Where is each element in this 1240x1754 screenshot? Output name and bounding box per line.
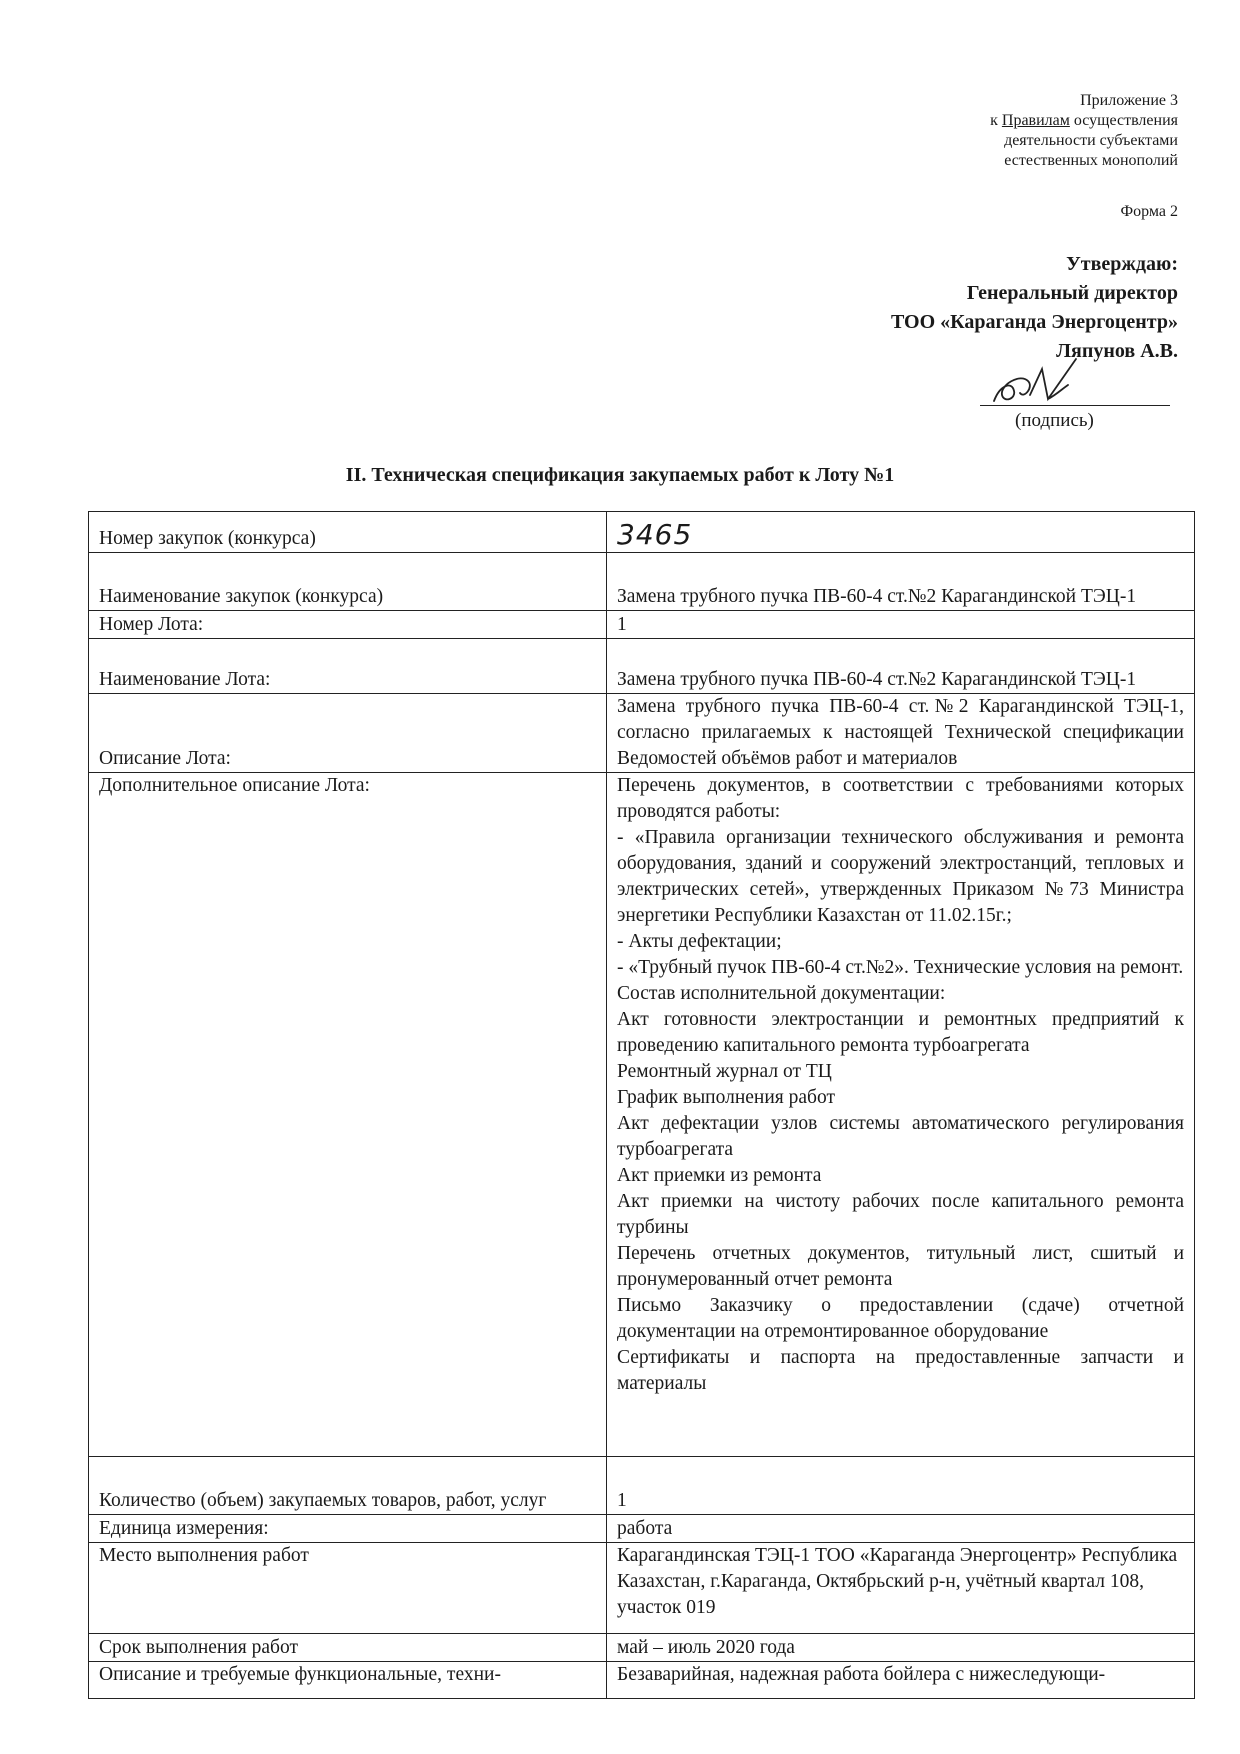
specification-table	[88, 511, 1195, 1699]
table-row	[89, 694, 1195, 773]
approval-line-3: ТОО «Караганда Энергоцентр»	[890, 311, 1178, 333]
procurement-number-handwritten: 3465	[607, 512, 1195, 553]
signature-line	[980, 405, 1170, 406]
row-key: Номер закупок (конкурса)	[89, 512, 607, 553]
row-value: Карагандинская ТЭЦ-1 ТОО «Караганда Энергоцентр» Республика Казахстан, г.Караганда, Октябрьский р-н, учётный квартал 108, участок 019	[607, 1543, 1195, 1634]
appendix-prefix: к	[990, 112, 1002, 129]
list-item: Акт приемки из ремонта	[617, 1165, 822, 1186]
row-value: Безаварийная, надежная работа бойлера с нижеследующи-	[607, 1662, 1195, 1699]
row-key: Описание Лота:	[89, 694, 607, 773]
table-row	[89, 1634, 1195, 1662]
approval-line-1: Утверждаю:	[1066, 253, 1178, 275]
list-item: - «Правила организации технического обслуживания и ремонта оборудования, зданий и сооружений электростанций, тепловых и электрических сетей», утвержденных Приказом №73 Министра энергетики Республики Казахстан от 11.02.15г.;	[617, 827, 1184, 926]
row-key: Дополнительное описание Лота:	[89, 773, 607, 1457]
appendix-suffix: осуществления	[1069, 112, 1178, 129]
row-value: май – июль 2020 года	[607, 1634, 1195, 1662]
row-key: Место выполнения работ	[89, 1543, 607, 1634]
table-row	[89, 773, 1195, 1457]
table-row	[89, 512, 1195, 553]
list-item: Перечень отчетных документов, титульный лист, сшитый и пронумерованный отчет ремонта	[617, 1243, 1184, 1290]
handwritten-signature	[990, 355, 1090, 411]
approval-line-2: Генеральный директор	[966, 282, 1178, 304]
row-value: Замена трубного пучка ПВ-60-4 ст.№2 Карагандинской ТЭЦ-1	[607, 553, 1195, 611]
list-item: Письмо Заказчику о предоставлении (сдаче) отчетной документации на отремонтированное оборудование	[617, 1295, 1184, 1342]
list-item: Акт готовности электростанции и ремонтных предприятий к проведению капитального ремонта турбоагрегата	[617, 1009, 1184, 1056]
table-row	[89, 1515, 1195, 1543]
signature-block	[980, 355, 1170, 435]
list-item: - Акты дефектации;	[617, 931, 782, 952]
appendix-line-2	[758, 111, 1178, 131]
row-value: Замена трубного пучка ПВ-60-4 ст.№2 Карагандинской ТЭЦ-1	[607, 639, 1195, 694]
row-key: Количество (объем) закупаемых товаров, работ, услуг	[89, 1457, 607, 1515]
row-value: 1	[607, 611, 1195, 639]
row-key: Наименование Лота:	[89, 639, 607, 694]
table-row	[89, 1662, 1195, 1699]
row-key: Номер Лота:	[89, 611, 607, 639]
row-key: Описание и требуемые функциональные, техни-	[89, 1662, 607, 1699]
appendix-line-4: естественных монополий	[1004, 152, 1178, 169]
list-item: Ремонтный журнал от ТЦ	[617, 1061, 832, 1082]
row-value: работа	[607, 1515, 1195, 1543]
appendix-reference	[758, 91, 1178, 171]
appendix-line-1: Приложение 3	[1080, 92, 1178, 109]
list-item: Акт дефектации узлов системы автоматического регулирования турбоагрегата	[617, 1113, 1184, 1160]
additional-description	[607, 773, 1195, 1457]
table-row	[89, 1457, 1195, 1515]
table-row	[89, 1543, 1195, 1634]
row-value: Замена трубного пучка ПВ-60-4 ст.№2 Карагандинской ТЭЦ-1, согласно прилагаемых к настоящей Технической спецификации Ведомостей объёмов работ и материалов	[607, 694, 1195, 773]
list-item: - «Трубный пучок ПВ-60-4 ст.№2». Технические условия на ремонт.	[617, 957, 1184, 978]
row-value: 1	[607, 1457, 1195, 1515]
list-item: Перечень документов, в соответствии с требованиями которых проводятся работы:	[617, 775, 1184, 822]
table-row	[89, 553, 1195, 611]
appendix-line-3: деятельности субъектами	[1004, 132, 1178, 149]
row-key: Срок выполнения работ	[89, 1634, 607, 1662]
table-row	[89, 639, 1195, 694]
list-item: Акт приемки на чистоту рабочих после капитального ремонта турбины	[617, 1191, 1184, 1238]
rules-link-text: Правилам	[1001, 112, 1070, 129]
list-item: Сертификаты и паспорта на предоставленные запчасти и материалы	[617, 1347, 1184, 1394]
form-number: Форма 2	[1120, 203, 1178, 220]
table-row	[89, 611, 1195, 639]
row-key: Единица измерения:	[89, 1515, 607, 1543]
document-title: II. Техническая спецификация закупаемых работ к Лоту №1	[345, 464, 895, 486]
list-item: Состав исполнительной документации:	[617, 983, 946, 1004]
row-key: Наименование закупок (конкурса)	[89, 553, 607, 611]
approval-line-4: Ляпунов А.В.	[1056, 340, 1178, 362]
list-item: График выполнения работ	[617, 1087, 835, 1108]
approval-block	[618, 250, 1178, 366]
signature-label: (подпись)	[1015, 410, 1094, 431]
